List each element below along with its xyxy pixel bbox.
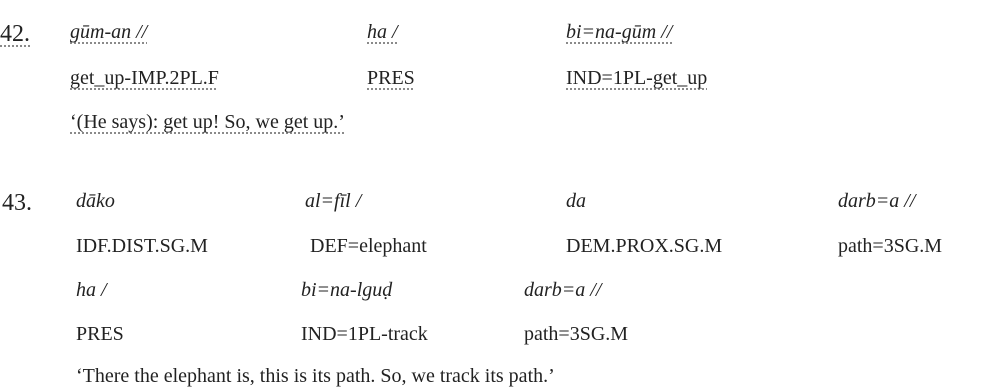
gloss-word: IDF.DIST.SG.M — [76, 235, 208, 257]
gloss-word: path=3SG.M — [838, 235, 943, 257]
transcription-word: bi=na-lguḍ — [301, 279, 393, 301]
transcription-word: bi=na-gūm // — [566, 21, 673, 43]
transcription-word: darb=a // — [524, 279, 602, 301]
transcription-word: ha / — [76, 279, 107, 301]
gloss-word: PRES — [76, 323, 124, 345]
transcription-word: al=fīl / — [305, 190, 362, 212]
example-number: 43. — [2, 190, 32, 216]
gloss-word: IND=1PL-get_up — [566, 67, 708, 89]
transcription-word: gūm-an // — [70, 21, 148, 43]
transcription-word: dāko — [76, 190, 115, 212]
gloss-word: DEF=elephant — [310, 235, 427, 257]
free-translation: ‘(He says): get up! So, we get up.’ — [70, 111, 345, 133]
free-translation: ‘There the elephant is, this is its path. So, we track its path.’ — [76, 365, 555, 387]
example-number: 42. — [0, 21, 30, 47]
transcription-word: darb=a // — [838, 190, 916, 212]
gloss-word: path=3SG.M — [524, 323, 629, 345]
gloss-word: PRES — [367, 67, 415, 89]
gloss-word: get_up-IMP.2PL.F — [70, 67, 219, 89]
transcription-word: da — [566, 190, 586, 212]
gloss-word: IND=1PL-track — [301, 323, 428, 345]
transcription-word: ha / — [367, 21, 398, 43]
gloss-word: DEM.PROX.SG.M — [566, 235, 723, 257]
